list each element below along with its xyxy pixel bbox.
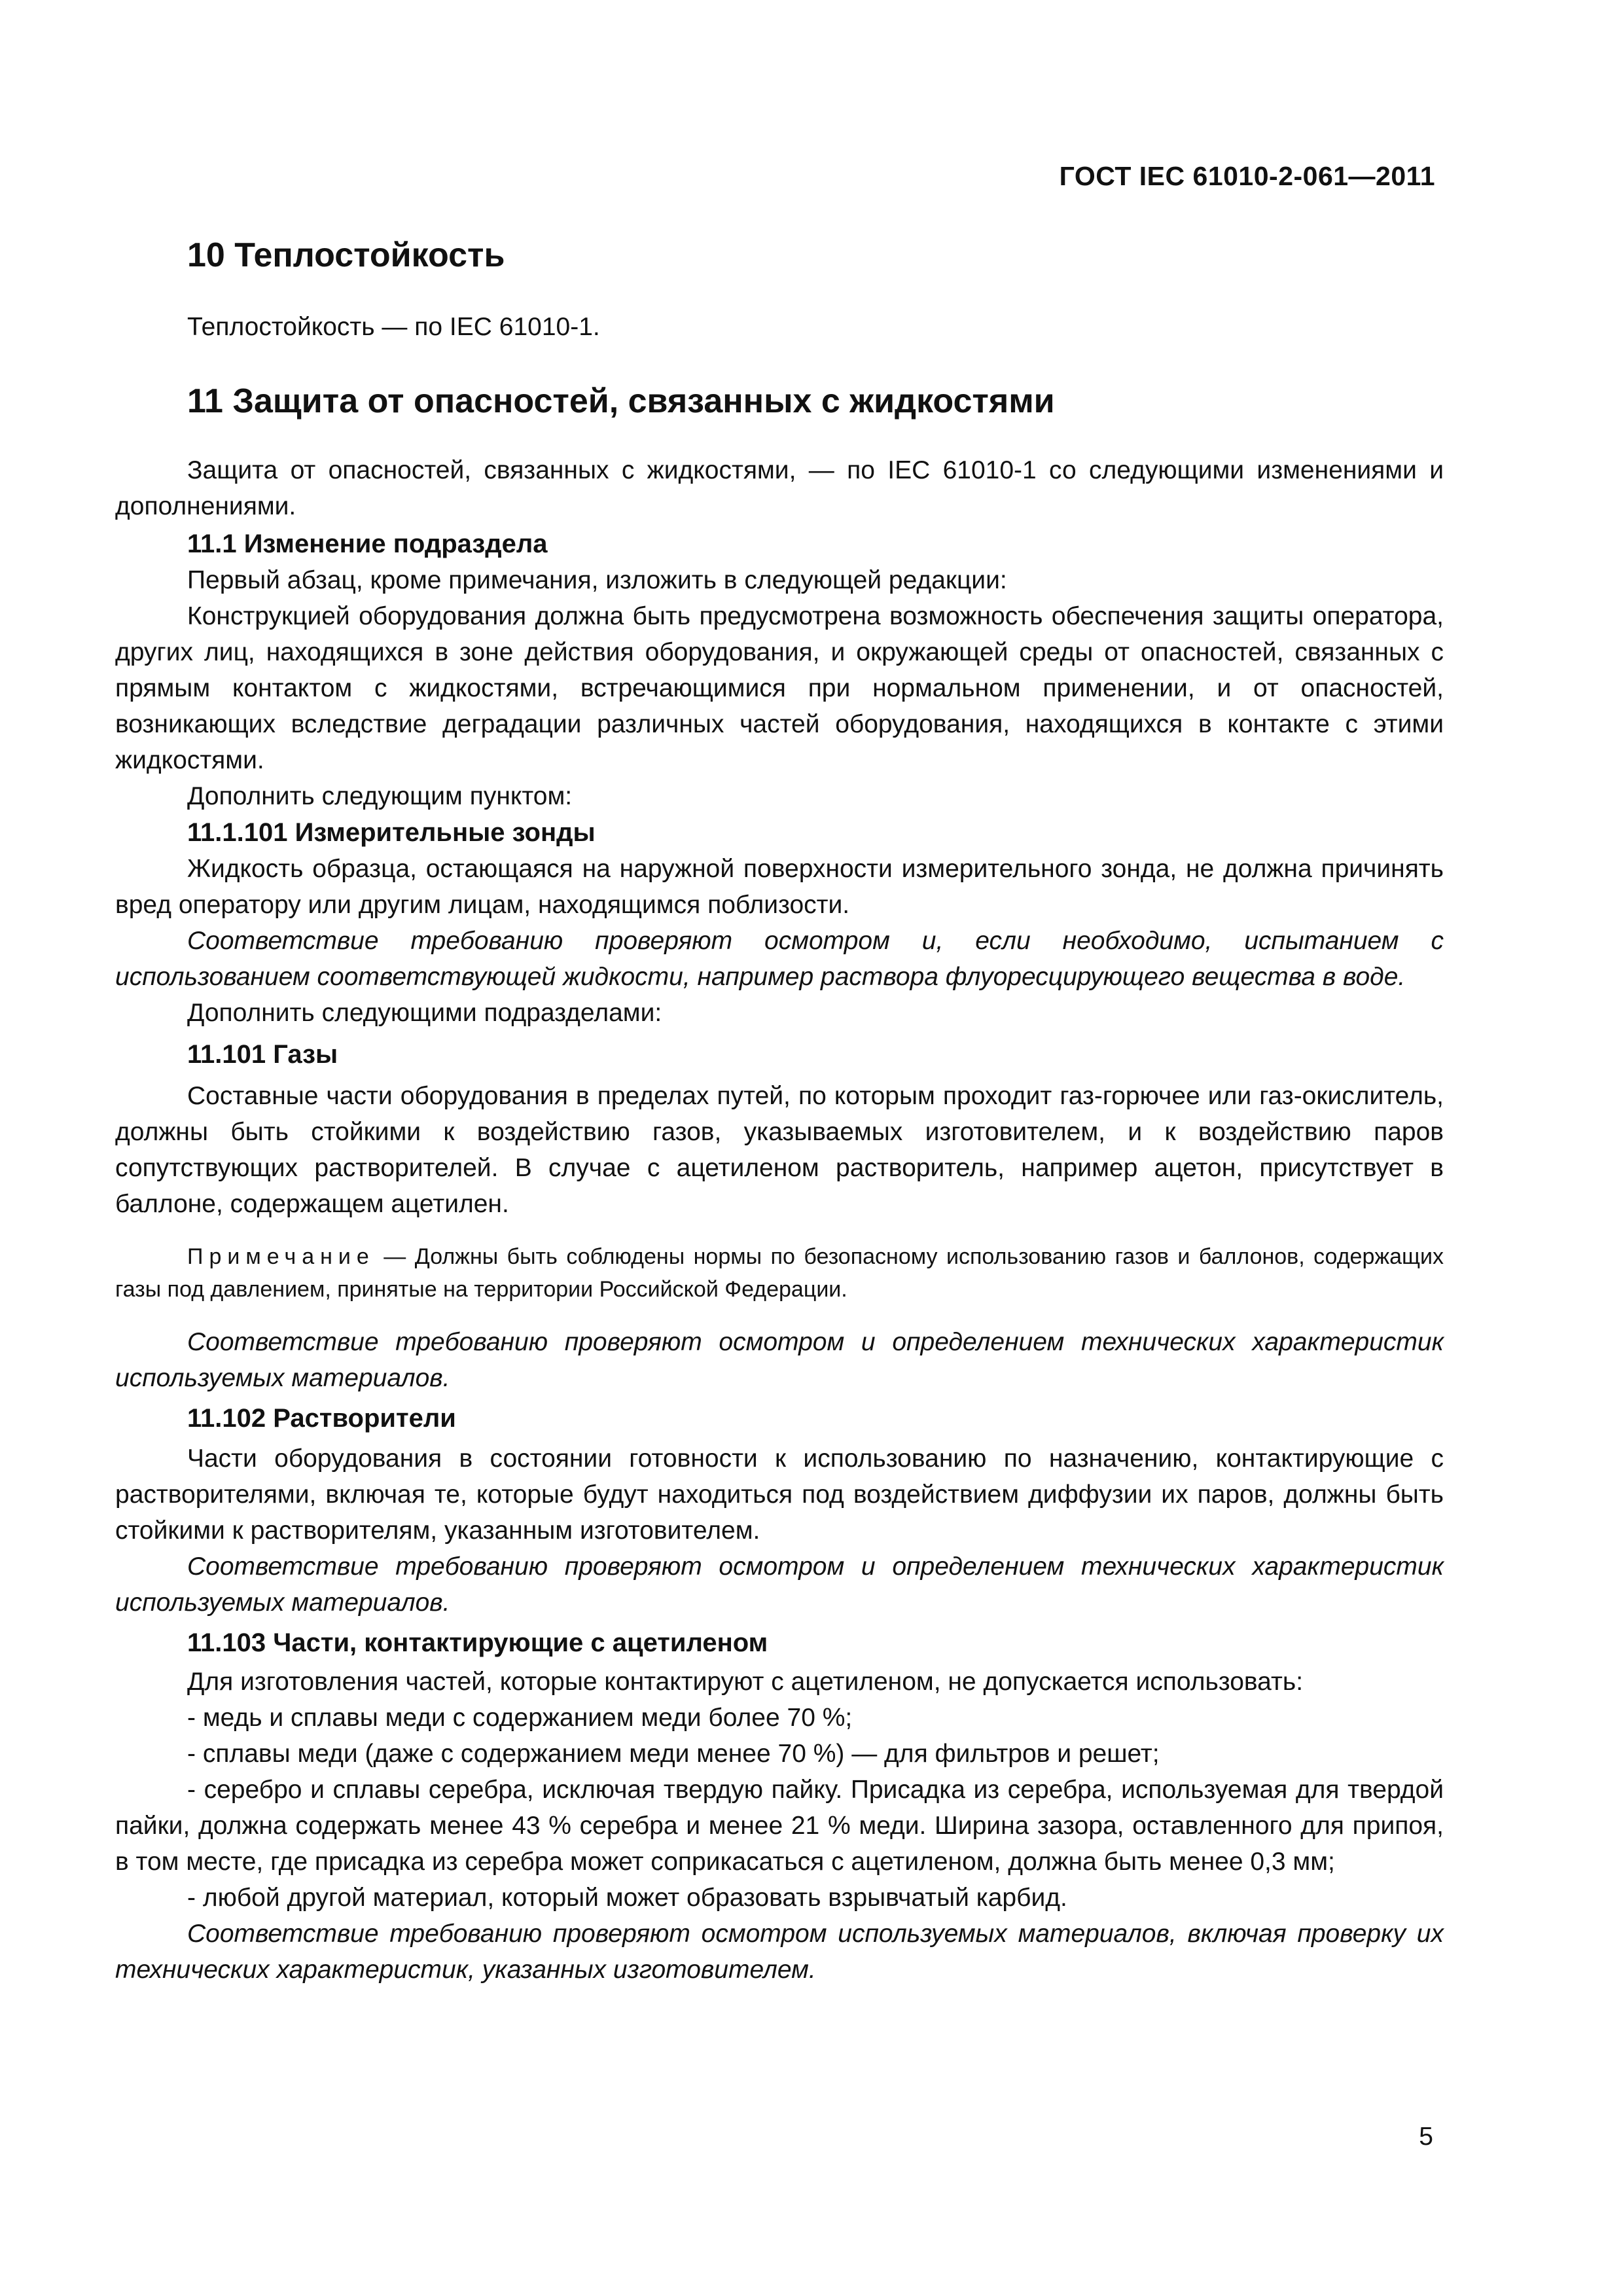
section-11-title: 11 Защита от опасностей, связанных с жидкостями — [187, 382, 1055, 420]
paragraph: Части оборудования в состоянии готовности к использованию по назначению, контактирующие с растворителями, включая те, которые будут находиться под воздействием диффузии их паров, должны быть стойкими к растворителям, указанным изготовителем. — [115, 1444, 1444, 1545]
section-11-text: Защита от опасностей, связанных с жидкостями, — по IEC 61010-1 со следующими изменениями и дополнениями. — [115, 456, 1444, 520]
note-label: Примечание — [187, 1244, 375, 1269]
list-item: - любой другой материал, который может образовать взрывчатый карбид. — [187, 1884, 1067, 1912]
subsection-11-101-title: 11.101 Газы — [187, 1040, 338, 1069]
paragraph: Дополнить следующими подразделами: — [187, 999, 662, 1027]
paragraph: Дополнить следующим пунктом: — [187, 782, 573, 810]
compliance-note: Соответствие требованию проверяют осмотром используемых материалов, включая проверку их технических характеристик, указанных изготовителем. — [115, 1920, 1444, 1984]
compliance-note: Соответствие требованию проверяют осмотром и, если необходимо, испытанием с использованием соответствующей жидкости, например раствора флуоресцирующего вещества в воде. — [115, 927, 1444, 991]
paragraph: Первый абзац, кроме примечания, изложить в следующей редакции: — [187, 566, 1007, 594]
page-number: 5 — [1419, 2123, 1433, 2151]
compliance-note: Соответствие требованию проверяют осмотром и определением технических характеристик используемых материалов. — [115, 1328, 1444, 1392]
paragraph: Для изготовления частей, которые контактируют с ацетиленом, не допускается использовать: — [187, 1668, 1304, 1696]
list-item: - сплавы меди (даже с содержанием меди менее 70 %) — для фильтров и решет; — [187, 1740, 1160, 1768]
subsection-11-103-title: 11.103 Части, контактирующие с ацетиленом — [187, 1628, 768, 1657]
item-11-1-101-title: 11.1.101 Измерительные зонды — [187, 818, 596, 847]
note — [115, 1240, 1444, 1306]
list-item: - серебро и сплавы серебра, исключая твердую пайку. Присадка из серебра, используемая для твердой пайки, должна содержать менее 43 % серебра и менее 21 % меди. Ширина зазора, оставленного для припоя, в том месте, где присадка из серебра может соприкасаться с ацетиленом, должна быть менее 0,3 мм; — [115, 1776, 1444, 1876]
document-header: ГОСТ IEC 61010-2-061—2011 — [1059, 161, 1435, 191]
paragraph: Жидкость образца, остающаяся на наружной поверхности измерительного зонда, не должна причинять вред оператору или другим лицам, находящимся поблизости. — [115, 855, 1444, 919]
list-item: - медь и сплавы меди с содержанием меди более 70 %; — [187, 1704, 853, 1732]
section-10-text: Теплостойкость — по IEC 61010-1. — [187, 313, 600, 341]
subsection-11-102-title: 11.102 Растворители — [187, 1404, 456, 1433]
paragraph: Составные части оборудования в пределах путей, по которым проходит газ-горючее или газ-окислитель, должны быть стойкими к воздействию газов, указываемых изготовителем, и к воздействию паров сопутствующих растворителей. В случае с ацетиленом растворитель, например ацетон, присутствует в баллоне, содержащем ацетилен. — [115, 1082, 1444, 1218]
paragraph: Конструкцией оборудования должна быть предусмотрена возможность обеспечения защиты оператора, других лиц, находящихся в зоне действия оборудования, и окружающей среды от опасностей, связанных с прямым контактом с жидкостями, встречающимися при нормальном применении, и от опасностей, возникающих вследствие деградации различных частей оборудования, находящихся в контакте с этими жидкостями. — [115, 602, 1444, 774]
page-content — [115, 229, 1444, 1988]
subsection-11-1-title: 11.1 Изменение подраздела — [187, 529, 548, 558]
section-10-title: 10 Теплостойкость — [187, 236, 505, 274]
note-text: — Должны быть соблюдены нормы по безопасному использованию газов и баллонов, содержащих газы под давлением, принятые на территории Российской Федерации. — [115, 1244, 1444, 1302]
compliance-note: Соответствие требованию проверяют осмотром и определением технических характеристик используемых материалов. — [115, 1552, 1444, 1617]
